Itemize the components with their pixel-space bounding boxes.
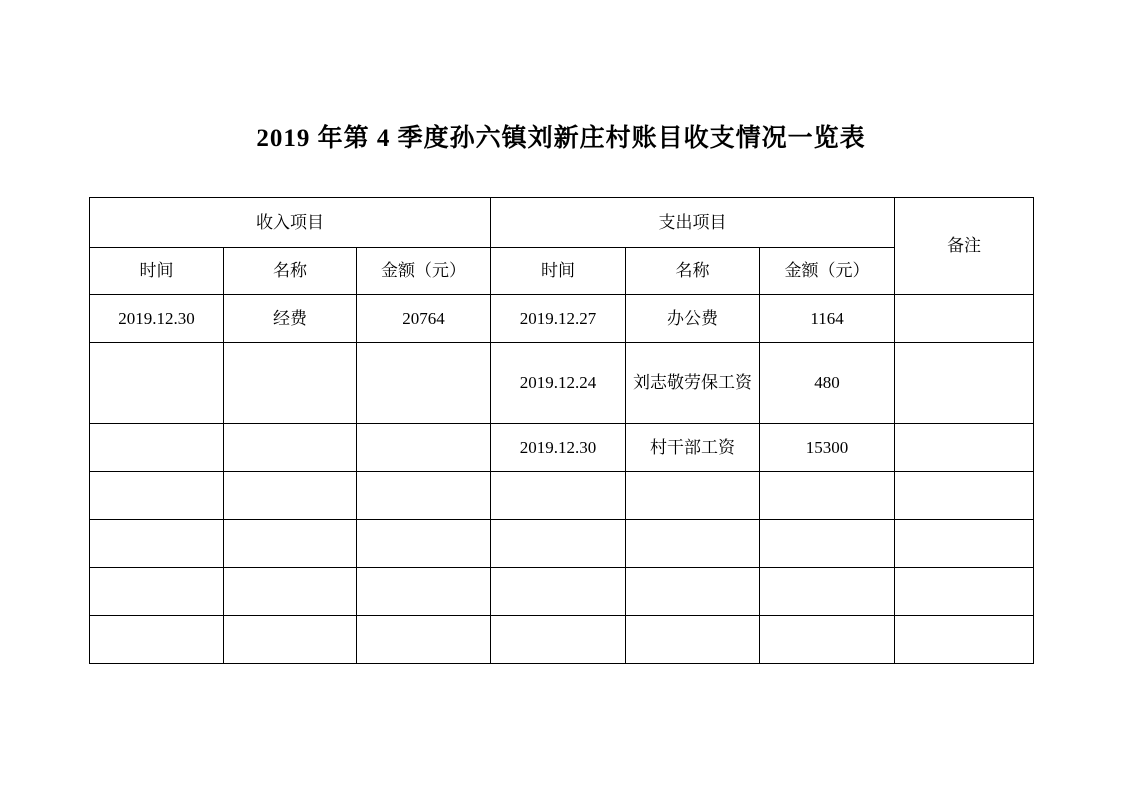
table-row [90, 616, 1034, 664]
header-income-amount: 金额（元） [357, 248, 491, 295]
cell-expense-date: 2019.12.27 [491, 295, 626, 343]
header-remark: 备注 [895, 198, 1034, 295]
table-row [90, 343, 1034, 424]
cell-income-name: 经费 [224, 295, 357, 343]
cell-income-date [90, 520, 224, 568]
cell-expense-date: 2019.12.24 [491, 343, 626, 424]
cell-remark [895, 616, 1034, 664]
header-expense-date: 时间 [491, 248, 626, 295]
cell-income-name [224, 568, 357, 616]
cell-expense-date: 2019.12.30 [491, 424, 626, 472]
cell-income-amount: 20764 [357, 295, 491, 343]
cell-income-name [224, 343, 357, 424]
cell-income-date: 2019.12.30 [90, 295, 224, 343]
cell-income-date [90, 472, 224, 520]
cell-income-amount [357, 472, 491, 520]
cell-expense-amount: 480 [760, 343, 895, 424]
cell-expense-name [626, 616, 760, 664]
cell-expense-name [626, 520, 760, 568]
cell-expense-amount: 15300 [760, 424, 895, 472]
cell-expense-amount [760, 616, 895, 664]
cell-remark [895, 568, 1034, 616]
cell-income-name [224, 616, 357, 664]
ledger-table-container [89, 197, 1033, 664]
header-expense-amount: 金额（元） [760, 248, 895, 295]
cell-remark [895, 343, 1034, 424]
cell-remark [895, 424, 1034, 472]
table-row [90, 520, 1034, 568]
cell-expense-date [491, 616, 626, 664]
cell-income-amount [357, 616, 491, 664]
cell-expense-amount [760, 472, 895, 520]
table-row [90, 424, 1034, 472]
cell-income-name [224, 472, 357, 520]
header-income-group: 收入项目 [90, 198, 491, 248]
cell-income-date [90, 424, 224, 472]
cell-expense-amount: 1164 [760, 295, 895, 343]
ledger-table [89, 197, 1034, 664]
page-title: 2019 年第 4 季度孙六镇刘新庄村账目收支情况一览表 [256, 125, 866, 152]
cell-expense-amount [760, 520, 895, 568]
cell-expense-name [626, 472, 760, 520]
cell-expense-amount [760, 568, 895, 616]
cell-remark [895, 472, 1034, 520]
cell-expense-name [626, 568, 760, 616]
cell-remark [895, 295, 1034, 343]
cell-income-date [90, 568, 224, 616]
cell-income-amount [357, 343, 491, 424]
cell-income-amount [357, 568, 491, 616]
cell-income-name [224, 520, 357, 568]
cell-income-amount [357, 520, 491, 568]
table-sub-header-row [90, 248, 1034, 295]
cell-expense-date [491, 520, 626, 568]
cell-remark [895, 520, 1034, 568]
header-income-date: 时间 [90, 248, 224, 295]
header-expense-name: 名称 [626, 248, 760, 295]
cell-expense-name: 办公费 [626, 295, 760, 343]
cell-expense-name: 刘志敬劳保工资 [626, 343, 760, 424]
table-row [90, 472, 1034, 520]
table-row [90, 295, 1034, 343]
cell-income-amount [357, 424, 491, 472]
cell-expense-date [491, 472, 626, 520]
cell-expense-name: 村干部工资 [626, 424, 760, 472]
cell-income-date [90, 616, 224, 664]
cell-income-date [90, 343, 224, 424]
cell-income-name [224, 424, 357, 472]
table-group-header-row [90, 198, 1034, 248]
cell-expense-date [491, 568, 626, 616]
table-row [90, 568, 1034, 616]
header-income-name: 名称 [224, 248, 357, 295]
header-expense-group: 支出项目 [491, 198, 895, 248]
